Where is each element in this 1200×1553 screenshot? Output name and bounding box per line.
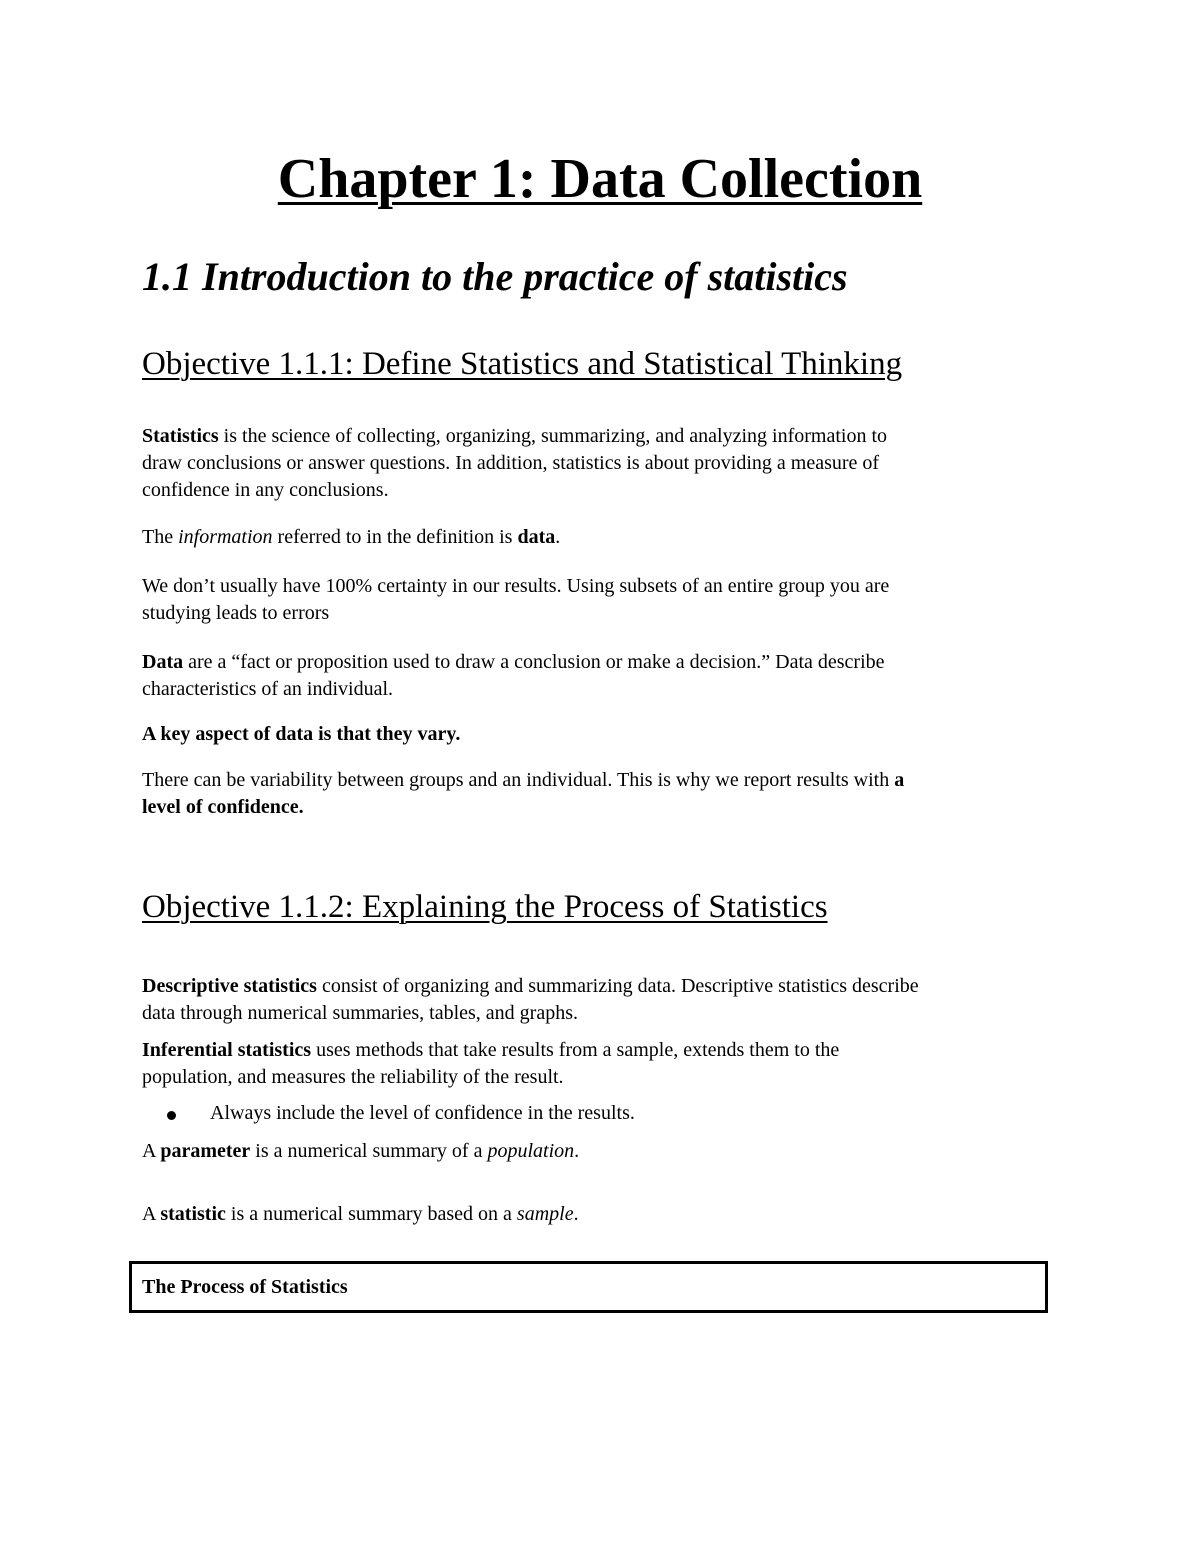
variability-line1: There can be variability between groups and an individual. This is why we report results with	[142, 769, 895, 791]
key-aspect-text: A key aspect of data is that they vary.	[142, 723, 461, 745]
data-definition	[142, 649, 885, 703]
statistics-definition-line2: draw conclusions or answer questions. In addition, statistics is about providing a measure of	[142, 452, 880, 474]
statistics-definition-line1: is the science of collecting, organizing, summarizing, and analyzing information to	[218, 425, 888, 447]
statistic-term: statistic	[160, 1203, 226, 1225]
chapter-title: Chapter 1: Data Collection	[277, 148, 923, 210]
objective-1-heading: Objective 1.1.1: Define Statistics and Statistical Thinking	[142, 346, 903, 382]
inferential-statistics-definition	[142, 1037, 839, 1091]
parameter-definition	[142, 1138, 579, 1165]
parameter-pre: A	[142, 1140, 161, 1162]
objective-2-heading: Objective 1.1.2: Explaining the Process of Statistics	[142, 889, 828, 925]
statistics-definition-line3: confidence in any conclusions.	[142, 479, 389, 501]
statistic-pre: A	[142, 1203, 161, 1225]
statistics-definition	[142, 423, 887, 504]
statistic-definition	[142, 1201, 579, 1228]
variability-line1-bold: a	[894, 769, 905, 791]
descriptive-line2: data through numerical summaries, tables, and graphs.	[142, 1002, 578, 1024]
key-aspect-statement	[142, 721, 460, 748]
bullet-item: Always include the level of confidence in the results.	[210, 1102, 635, 1124]
inferential-line1: uses methods that take results from a sample, extends them to the	[311, 1039, 840, 1061]
information-post: .	[555, 526, 561, 548]
parameter-post: .	[574, 1140, 580, 1162]
statistic-mid: is a numerical summary based on a	[225, 1203, 517, 1225]
inferential-line2: population, and measures the reliability of the result.	[142, 1066, 564, 1088]
section-title: 1.1 Introduction to the practice of statistics	[142, 254, 848, 299]
variability-paragraph	[142, 767, 904, 821]
process-of-statistics-box	[129, 1261, 1048, 1313]
information-pre: The	[142, 526, 179, 548]
data-definition-line1: are a “fact or proposition used to draw a conclusion or make a decision.” Data describe	[183, 651, 885, 673]
certainty-paragraph	[142, 573, 889, 627]
population-italic: population	[487, 1140, 575, 1162]
descriptive-statistics-term: Descriptive statistics	[142, 975, 317, 997]
statistics-term: Statistics	[142, 425, 219, 447]
information-sentence	[142, 524, 560, 551]
parameter-term: parameter	[160, 1140, 251, 1162]
bullet-dot-icon	[167, 1111, 176, 1120]
parameter-mid: is a numerical summary of a	[250, 1140, 488, 1162]
variability-line2-bold: level of confidence.	[142, 796, 304, 818]
data-term: data	[517, 526, 556, 548]
data-definition-line2: characteristics of an individual.	[142, 678, 394, 700]
certainty-line2: studying leads to errors	[142, 602, 330, 624]
inferential-statistics-term: Inferential statistics	[142, 1039, 312, 1061]
descriptive-line1: consist of organizing and summarizing data. Descriptive statistics describe	[316, 975, 919, 997]
descriptive-statistics-definition	[142, 973, 919, 1027]
statistic-post: .	[573, 1203, 579, 1225]
certainty-line1: We don’t usually have 100% certainty in our results. Using subsets of an entire group you are	[142, 575, 890, 597]
process-of-statistics-title: The Process of Statistics	[142, 1276, 348, 1298]
information-mid: referred to in the definition is	[272, 526, 518, 548]
information-italic: information	[178, 526, 273, 548]
sample-italic: sample	[516, 1203, 574, 1225]
data-definition-term: Data	[142, 651, 184, 673]
